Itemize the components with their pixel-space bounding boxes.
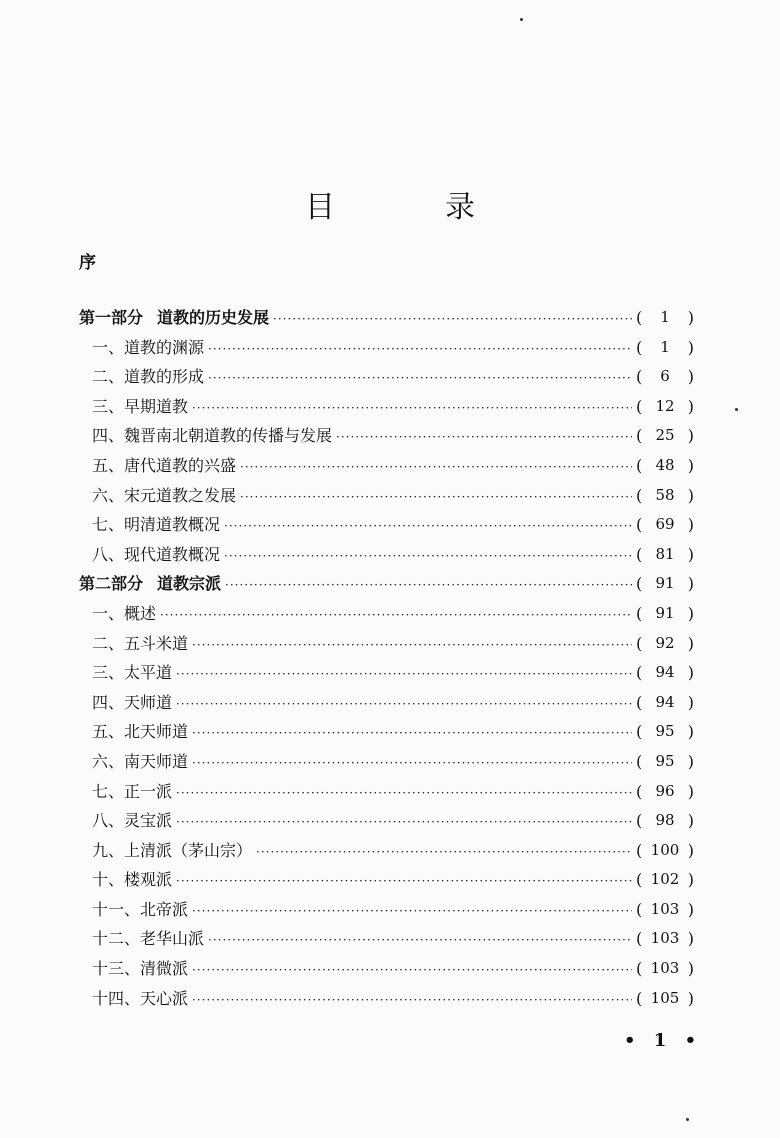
toc-entry[interactable] (79, 779, 694, 809)
paren-open: ( (636, 988, 643, 1008)
page-number: 25 (655, 426, 675, 445)
page-number: 6 (660, 367, 670, 386)
dot-leader (176, 874, 632, 888)
paren-close: ) (687, 337, 694, 357)
dot-leader (192, 993, 632, 1007)
dot-leader (336, 430, 632, 444)
page-reference (636, 486, 694, 505)
dot-leader (256, 845, 632, 859)
paren-open: ( (636, 633, 643, 653)
toc-entry[interactable] (79, 453, 694, 483)
paren-open: ( (636, 722, 643, 742)
page-reference (636, 929, 694, 948)
page-reference (636, 338, 694, 357)
page-number: 91 (655, 574, 675, 593)
toc-entry-title: 五、唐代道教的兴盛 (92, 455, 237, 475)
toc-entry[interactable] (79, 660, 694, 690)
page-number: 98 (655, 811, 675, 830)
paren-open: ( (636, 663, 643, 683)
paren-open: ( (636, 426, 643, 446)
page-number: 91 (655, 603, 675, 622)
paren-close: ) (687, 574, 694, 594)
paren-open: ( (636, 692, 643, 712)
paren-close: ) (687, 544, 694, 564)
page-number: 58 (655, 485, 675, 504)
toc-entry-title: 六、宋元道教之发展 (92, 485, 237, 505)
toc-entry[interactable] (79, 631, 694, 661)
page-reference (636, 959, 694, 978)
page-number: 1 (660, 337, 670, 356)
page-number: 69 (655, 515, 675, 534)
page-reference (636, 989, 694, 1008)
paren-open: ( (636, 751, 643, 771)
paren-open: ( (636, 574, 643, 594)
paren-close: ) (687, 811, 694, 831)
paren-open: ( (636, 870, 643, 890)
page-number: 95 (655, 722, 675, 741)
page-number: 1 (660, 308, 670, 326)
page-reference (636, 456, 694, 475)
page-reference (636, 722, 694, 741)
dot-leader (176, 697, 632, 711)
page-reference (636, 752, 694, 771)
paren-close: ) (687, 485, 694, 505)
toc-entry[interactable] (79, 956, 694, 986)
toc-entry[interactable] (79, 423, 694, 453)
page-folio: • 1 • (624, 1030, 703, 1051)
toc-entry-title: 一、概述 (92, 603, 157, 623)
page-number: 94 (655, 663, 675, 682)
dot-leader (192, 756, 632, 770)
toc-entry-title: 十一、北帝派 (92, 899, 189, 919)
paren-open: ( (636, 959, 643, 979)
toc-entry-title: 八、现代道教概况 (92, 544, 221, 564)
toc-entry-title: 十、楼观派 (92, 870, 173, 890)
table-of-contents (79, 305, 694, 1015)
toc-part-entry[interactable] (79, 571, 694, 601)
part-title: 道教的历史发展 (157, 308, 270, 327)
toc-entry-title: 十四、天心派 (92, 988, 189, 1008)
dot-leader (160, 608, 632, 622)
paren-close: ) (687, 515, 694, 535)
toc-entry[interactable] (79, 867, 694, 897)
paren-open: ( (636, 544, 643, 564)
paren-close: ) (687, 722, 694, 742)
page-reference (636, 811, 694, 830)
paren-close: ) (687, 367, 694, 387)
page-reference (636, 308, 694, 327)
paren-open: ( (636, 811, 643, 831)
toc-entry[interactable] (79, 483, 694, 513)
toc-entry-title: 八、灵宝派 (92, 811, 173, 831)
part-title: 道教宗派 (157, 574, 222, 594)
page-reference (636, 574, 694, 593)
dot-leader (240, 490, 632, 504)
toc-entry[interactable] (79, 897, 694, 927)
toc-entry[interactable] (79, 986, 694, 1016)
paren-open: ( (636, 308, 643, 327)
scan-speck (735, 408, 738, 411)
page-number: 12 (655, 396, 675, 415)
toc-part-entry[interactable] (79, 305, 694, 335)
toc-entry-title: 二、五斗米道 (92, 633, 189, 653)
toc-entry[interactable] (79, 926, 694, 956)
dot-leader (192, 963, 632, 977)
toc-entry[interactable] (79, 364, 694, 394)
paren-close: ) (687, 396, 694, 416)
dot-leader (208, 371, 632, 385)
page-number: 95 (655, 751, 675, 770)
dot-leader (240, 460, 632, 474)
page-number: 94 (655, 692, 675, 711)
toc-entry[interactable] (79, 601, 694, 631)
page-number: 103 (650, 929, 680, 948)
page-reference (636, 841, 694, 860)
paren-close: ) (687, 899, 694, 919)
dot-leader (192, 904, 632, 918)
part-number: 第二部分 (79, 574, 144, 594)
toc-entry[interactable] (79, 719, 694, 749)
preface-heading: 序 (79, 253, 96, 273)
paren-open: ( (636, 515, 643, 535)
toc-entry-title: 七、明清道教概况 (92, 515, 221, 535)
page-number: 100 (650, 840, 680, 859)
toc-entry[interactable] (79, 838, 694, 868)
toc-entry[interactable] (79, 394, 694, 424)
page-number: 105 (650, 988, 680, 1007)
paren-open: ( (636, 367, 643, 387)
toc-entry-title: 二、道教的形成 (92, 367, 205, 387)
page-number: 48 (655, 455, 675, 474)
toc-entry-title (79, 305, 269, 328)
dot-leader (192, 638, 632, 652)
paren-open: ( (636, 485, 643, 505)
page-reference (636, 515, 694, 534)
toc-entry-title: 十二、老华山派 (92, 929, 205, 949)
part-number: 第一部分 (79, 308, 144, 327)
page-reference (636, 782, 694, 801)
page-reference (636, 693, 694, 712)
dot-leader (224, 519, 632, 533)
dot-leader (192, 401, 632, 415)
paren-close: ) (687, 959, 694, 979)
paren-close: ) (687, 929, 694, 949)
dot-leader (176, 815, 632, 829)
page-reference (636, 634, 694, 653)
toc-entry-title: 七、正一派 (92, 781, 173, 801)
page-number: 103 (650, 959, 680, 978)
paren-open: ( (636, 603, 643, 623)
toc-entry-title: 三、早期道教 (92, 396, 189, 416)
paren-open: ( (636, 840, 643, 860)
toc-entry-title (79, 571, 221, 594)
toc-entry-title: 六、南天师道 (92, 751, 189, 771)
dot-leader (192, 726, 632, 740)
page-reference (636, 367, 694, 386)
toc-entry-title: 四、天师道 (92, 692, 173, 712)
toc-entry-title: 五、北天师道 (92, 722, 189, 742)
paren-close: ) (687, 840, 694, 860)
page-reference (636, 397, 694, 416)
page-reference (636, 663, 694, 682)
toc-entry-title: 三、太平道 (92, 663, 173, 683)
page-reference (636, 426, 694, 445)
toc-entry[interactable] (79, 749, 694, 779)
toc-entry[interactable] (79, 542, 694, 572)
page-title: 目 录 (305, 190, 515, 226)
paren-open: ( (636, 396, 643, 416)
page-number: 103 (650, 899, 680, 918)
toc-entry-title: 一、道教的渊源 (92, 337, 205, 357)
dot-leader (224, 549, 632, 563)
paren-open: ( (636, 899, 643, 919)
toc-entry[interactable] (79, 690, 694, 720)
dot-leader (273, 312, 632, 326)
paren-open: ( (636, 337, 643, 357)
paren-close: ) (687, 426, 694, 446)
page-reference (636, 545, 694, 564)
toc-entry[interactable] (79, 512, 694, 542)
paren-close: ) (687, 988, 694, 1008)
paren-open: ( (636, 781, 643, 801)
paren-open: ( (636, 929, 643, 949)
paren-close: ) (687, 633, 694, 653)
paren-close: ) (687, 455, 694, 475)
paren-close: ) (687, 751, 694, 771)
toc-entry-title: 九、上清派（茅山宗） (92, 840, 253, 860)
dot-leader (208, 933, 632, 947)
paren-close: ) (687, 603, 694, 623)
page-reference (636, 900, 694, 919)
paren-close: ) (687, 692, 694, 712)
page-number: 92 (655, 633, 675, 652)
page-number: 102 (650, 870, 680, 889)
dot-leader (225, 578, 632, 592)
paren-close: ) (687, 870, 694, 890)
paren-close: ) (687, 663, 694, 683)
paren-close: ) (687, 781, 694, 801)
toc-entry-title: 十三、清微派 (92, 959, 189, 979)
paren-open: ( (636, 455, 643, 475)
page-number: 81 (655, 544, 675, 563)
toc-entry-title: 四、魏晋南北朝道教的传播与发展 (92, 426, 333, 446)
paren-close: ) (687, 308, 694, 327)
dot-leader (176, 786, 632, 800)
scan-speck (686, 1118, 689, 1121)
page-reference (636, 604, 694, 623)
scan-speck (520, 18, 523, 21)
page-reference (636, 870, 694, 889)
dot-leader (208, 342, 632, 356)
page-number: 96 (655, 781, 675, 800)
toc-entry[interactable] (79, 808, 694, 838)
toc-entry[interactable] (79, 335, 694, 365)
dot-leader (176, 667, 632, 681)
